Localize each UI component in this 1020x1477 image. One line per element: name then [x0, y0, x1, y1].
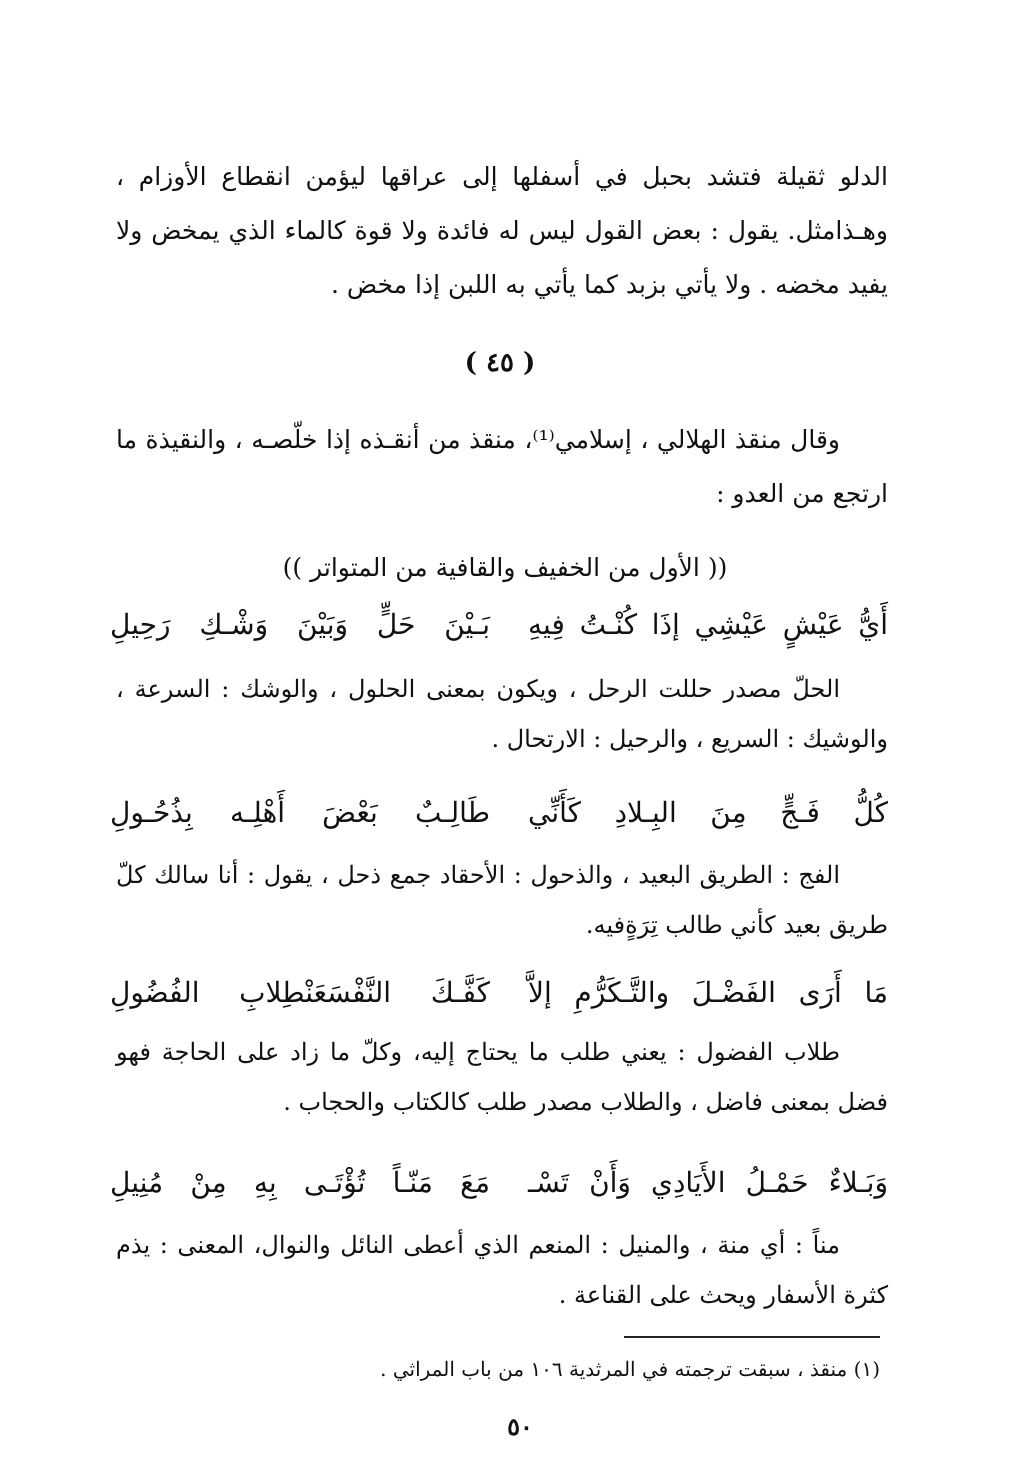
verse-1	[110, 594, 888, 654]
verse-4	[110, 1152, 888, 1212]
footnote: (١) منقذ ، سبقت ترجمته في المرثدية ١٠٦ من باب المراثي .	[380, 1357, 880, 1381]
verse-4-first-hemistich: وَبَـلاءٌ حَمْـلُ الأَيَادِي وَأَنْ تَسْـ	[528, 1166, 888, 1199]
verse-2-first-hemistich: كُلُّ فَـجٍّ مِنَ البِـلادِ كَأَنِّي	[528, 796, 888, 829]
verse-3-gloss: طلاب الفضول : يعني طلب ما يحتاج إليه، وكلّ ما زاد على الحاجة فهو فضل بمعنى فاضل ، والطلاب مصدر طلب كالكتاب والحجاب .	[116, 1038, 888, 1116]
intro-paragraph	[116, 150, 888, 312]
verse-4-gloss: مناً : أي منة ، والمنيل : المنعم الذي أعطى النائل والنوال، المعنى : يذم كثرة الأسفار ويحث على القناعة .	[116, 1231, 888, 1309]
verse-2-second-hemistich: طَالِـبٌ بَعْضَ أَهْلِـه بِذُحُـولِ	[110, 796, 490, 829]
verse-1-first-hemistich: أَيُّ عَيْشٍ عَيْشِي إذَا كُنْـتُ فِيهِ	[528, 608, 888, 641]
footnote-divider	[624, 1336, 880, 1338]
page-number: ٥٠	[507, 1412, 533, 1441]
verse-2-gloss: الفج : الطريق البعيد ، والذحول : الأحقاد جمع ذحل ، يقول : أنا سالك كلّ طريق بعيد كأني طالب تِرَةٍفيه.	[116, 861, 888, 939]
verse-1-gloss: الحلّ مصدر حللت الرحل ، ويكون بمعنى الحلول ، والوشك : السرعة ، والوشيك : السريع ، والرحيل : الارتحال .	[116, 675, 888, 753]
intro-line: يأتي بزبد كما يأتي به اللبن إذا مخض .	[331, 270, 718, 299]
intro-line: يقول : بعض القول ليس له فائدة ولا قوة كالماء الذي يمخض ولا يفيد مخضه . ولا	[116, 216, 888, 299]
section-number: ( ٤٥ )	[464, 348, 536, 378]
meter-heading: (( الأول من الخفيف والقافية من المتواتر ))	[282, 553, 728, 582]
verse-4-second-hemistich: مَعَ مَنّـاً تُؤْتَـى بِهِ مِنْ مُنِيلِ	[110, 1166, 490, 1199]
verse-3	[110, 962, 888, 1022]
poem-intro: وقال منقذ الهلالي ، إسلامي⁽¹⁾، منقذ من أنقـذه إذا خلّصـه ، والنقيذة ما ارتجع من العدو :	[116, 425, 888, 508]
verse-2	[110, 782, 888, 842]
intro-line: الدلو ثقيلة فتشد بحبل في أسفلها إلى عراقها ليؤمن انقطاع الأوزام ، وهـذامثل.	[116, 162, 888, 245]
verse-1-second-hemistich: بَـيْنَ حَلٍّ وَبَيْنَ وَشْـكِ رَحِيلِ	[110, 608, 490, 641]
verse-3-second-hemistich: كَفَّـكَ النَّفْسَعَنْطِلابِ الفُضُولِ	[110, 976, 490, 1009]
verse-3-first-hemistich: مَا أَرَى الفَضْـلَ والتَّـكَرُّمِ إلاَّ	[528, 976, 888, 1009]
